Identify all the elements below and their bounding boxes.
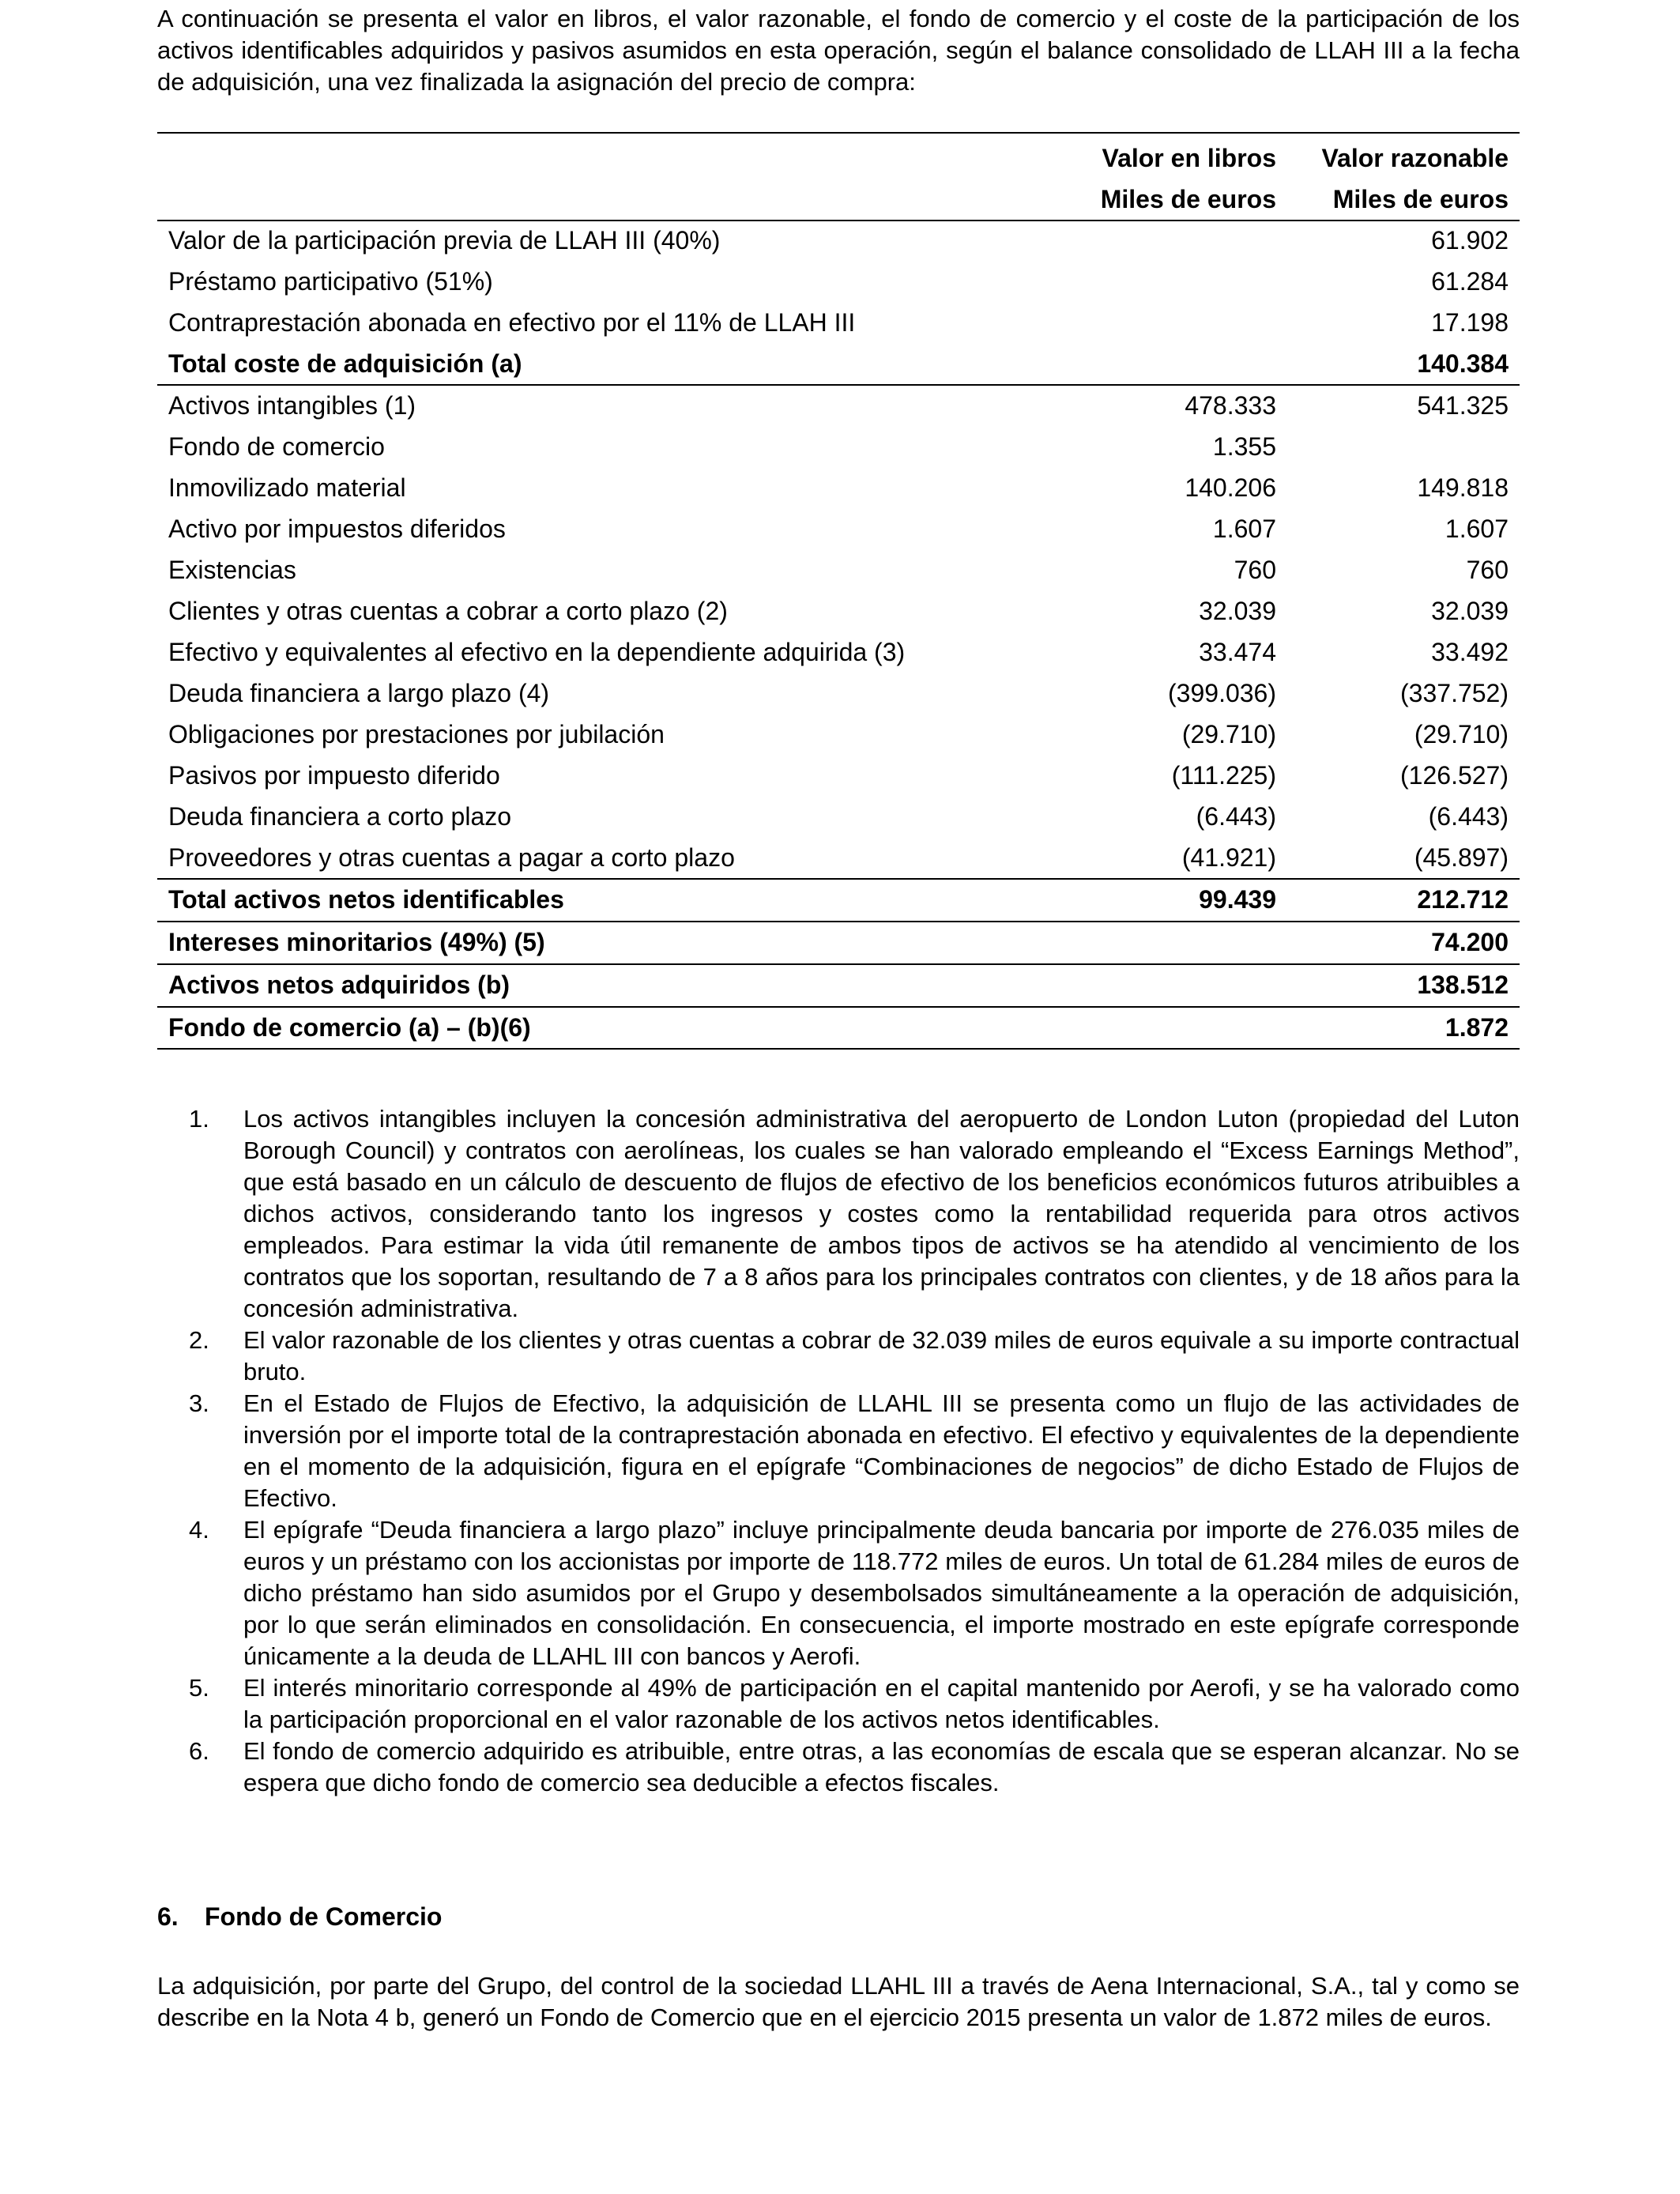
row-label: Deuda financiera a largo plazo (4) (168, 678, 550, 707)
row-label: Deuda financiera a corto plazo (168, 801, 512, 831)
table-row (157, 964, 1520, 1005)
footnote-text: El epígrafe “Deuda financiera a largo plazo” incluye principalmente deuda bancaria por importe de 276.035 miles de euros y un préstamo con los accionistas por importe de 118.772 miles de euros. Un total de 61.284 miles de euros de dicho préstamo han sido asumidos por el Grupo y desembolsados simultáneamente a la operación de adquisición, por lo que serán eliminados en consolidación. En consecuencia, el importe mostrado en este epígrafe corresponde únicamente a la deuda de LLAHL III con bancos y Aerofi. (243, 1516, 1520, 1670)
table-rule (157, 1006, 1520, 1008)
table-row (157, 879, 1520, 920)
header-fair-unit: Miles de euros (1332, 184, 1509, 213)
row-label: Fondo de comercio (168, 432, 385, 461)
row-book-value: 140.206 (1185, 473, 1276, 502)
row-fair-value: 33.492 (1431, 637, 1509, 666)
row-fair-value: 149.818 (1417, 473, 1509, 502)
section-title-text: Fondo de Comercio (205, 1902, 443, 1931)
row-book-value: 1.607 (1212, 514, 1276, 543)
table-rule (157, 1048, 1520, 1050)
table-row (157, 755, 1520, 796)
footnote-number: 6. (189, 1737, 209, 1765)
row-fair-value: (45.897) (1414, 843, 1509, 872)
row-fair-value: 212.712 (1417, 884, 1509, 914)
row-fair-value: (6.443) (1428, 801, 1509, 831)
row-book-value: 33.474 (1199, 637, 1276, 666)
footnote-text: El interés minoritario corresponde al 49% de participación en el capital mantenido por Aerofi, y se ha valorado como la participación proporcional en el valor razonable de los activos netos identificables. (243, 1674, 1520, 1733)
row-fair-value: 140.384 (1417, 349, 1509, 378)
footnote-text: En el Estado de Flujos de Efectivo, la adquisición de LLAHL III se presenta como un flujo de las actividades de inversión por el importe total de la contraprestación abonada en efectivo. El efectivo y equivalentes de la dependiente en el momento de la adquisición, figura en el epígrafe “Combinaciones de negocios” de dicho Estado de Flujos de Efectivo. (243, 1389, 1520, 1512)
section-heading (157, 1902, 442, 1932)
table-rule (157, 878, 1520, 880)
row-label: Existencias (168, 555, 296, 584)
row-label: Inmovilizado material (168, 473, 406, 502)
table-row (157, 302, 1520, 343)
footnote-number: 5. (189, 1674, 209, 1702)
table-row (157, 631, 1520, 673)
footnote-number: 3. (189, 1389, 209, 1417)
table-row (157, 590, 1520, 631)
footnote-text: Los activos intangibles incluyen la concesión administrativa del aeropuerto de London Luton (propiedad del Luton Borough Council) y contratos con aerolíneas, los cuales se han valorado empleando el “Excess Earnings Method”, que está basado en un cálculo de descuento de flujos de efectivo de los beneficios económicos futuros atribuibles a dichos activos, considerando tanto los ingresos y costes como la rentabilidad requerida para otros activos empleados. Para estimar la vida útil remanente de ambos tipos de activos se ha atendido al vencimiento de los contratos que los soportan, resultando de 7 a 8 años para los principales contratos con clientes, y de 18 años para la concesión administrativa. (243, 1105, 1520, 1322)
row-book-value: (111.225) (1171, 760, 1276, 790)
row-fair-value: 61.284 (1431, 266, 1509, 296)
footnote-number: 2. (189, 1326, 209, 1354)
row-book-value: 1.355 (1212, 432, 1276, 461)
table-row (157, 1007, 1520, 1048)
row-label: Valor de la participación previa de LLAH III (40%) (168, 225, 721, 254)
row-fair-value: 1.872 (1445, 1012, 1509, 1042)
table-rule (157, 963, 1520, 965)
footnote-item (157, 1672, 1520, 1736)
row-label: Intereses minoritarios (49%) (5) (168, 927, 545, 956)
table-row (157, 426, 1520, 467)
row-label: Contraprestación abonada en efectivo por el 11% de LLAH III (168, 307, 856, 337)
row-fair-value: 74.200 (1431, 927, 1509, 956)
table-row (157, 385, 1520, 426)
table-row (157, 837, 1520, 878)
table-rule (157, 384, 1520, 386)
table-row (157, 343, 1520, 384)
header-fair-value: Valor razonable (1321, 143, 1509, 172)
header-book-value: Valor en libros (1102, 143, 1276, 172)
row-fair-value: 760 (1466, 555, 1509, 584)
footnote-item (157, 1736, 1520, 1799)
table-row (157, 261, 1520, 302)
row-book-value: (6.443) (1196, 801, 1276, 831)
footnote-text: El valor razonable de los clientes y otras cuentas a cobrar de 32.039 miles de euros equivale a su importe contractual bruto. (243, 1326, 1520, 1385)
section-number: 6. (157, 1902, 179, 1931)
footnote-item (157, 1514, 1520, 1672)
row-label: Activos intangibles (1) (168, 390, 416, 420)
row-fair-value: 541.325 (1417, 390, 1509, 420)
row-fair-value: 1.607 (1445, 514, 1509, 543)
footnote-number: 4. (189, 1516, 209, 1544)
header-book-unit: Miles de euros (1100, 184, 1276, 213)
table-row (157, 714, 1520, 755)
table-row (157, 508, 1520, 549)
closing-paragraph: La adquisición, por parte del Grupo, del control de la sociedad LLAHL III a través de Aena Internacional, S.A., tal y como se describe en la Nota 4 b, generó un Fondo de Comercio que en el ejercicio 2015 presenta un valor de 1.872 miles de euros. (157, 1972, 1520, 2031)
footnote-item (157, 1103, 1520, 1325)
row-book-value: 478.333 (1185, 390, 1276, 420)
row-label: Proveedores y otras cuentas a pagar a corto plazo (168, 843, 735, 872)
table-header-row-2 (157, 179, 1520, 220)
table-row (157, 549, 1520, 590)
table-row (157, 220, 1520, 261)
row-fair-value: (337.752) (1400, 678, 1509, 707)
row-fair-value: 32.039 (1431, 596, 1509, 625)
table-row (157, 796, 1520, 837)
table-rule (157, 921, 1520, 922)
row-book-value: (29.710) (1181, 719, 1276, 748)
row-label: Fondo de comercio (a) – (b)(6) (168, 1012, 531, 1042)
footnote-text: El fondo de comercio adquirido es atribuible, entre otras, a las economías de escala que se esperan alcanzar. No se espera que dicho fondo de comercio sea deducible a efectos fiscales. (243, 1737, 1520, 1796)
intro-paragraph: A continuación se presenta el valor en libros, el valor razonable, el fondo de comercio y el coste de la participación de los activos identificables adquiridos y pasivos asumidos en esta operación, según el balance consolidado de LLAH III a la fecha de adquisición, una vez finalizada la asignación del precio de compra: (157, 5, 1520, 96)
row-label: Clientes y otras cuentas a cobrar a corto plazo (2) (168, 596, 728, 625)
row-book-value: (41.921) (1181, 843, 1276, 872)
row-label: Obligaciones por prestaciones por jubilación (168, 719, 665, 748)
footnote-number: 1. (189, 1105, 209, 1133)
footnote-item (157, 1388, 1520, 1514)
row-fair-value: 61.902 (1431, 225, 1509, 254)
row-label: Efectivo y equivalentes al efectivo en la dependiente adquirida (3) (168, 637, 906, 666)
footnote-item (157, 1325, 1520, 1388)
table-row (157, 467, 1520, 508)
table-rule (157, 220, 1520, 221)
row-fair-value: 17.198 (1431, 307, 1509, 337)
row-label: Activo por impuestos diferidos (168, 514, 506, 543)
table-row (157, 922, 1520, 963)
row-label: Total activos netos identificables (168, 884, 564, 914)
row-label: Total coste de adquisición (a) (168, 349, 522, 378)
row-label: Préstamo participativo (51%) (168, 266, 493, 296)
row-fair-value: (126.527) (1400, 760, 1509, 790)
table-top-rule (157, 132, 1520, 134)
row-label: Pasivos por impuesto diferido (168, 760, 500, 790)
row-book-value: 32.039 (1199, 596, 1276, 625)
row-label: Activos netos adquiridos (b) (168, 970, 510, 999)
row-book-value: 99.439 (1199, 884, 1276, 914)
row-fair-value: 138.512 (1417, 970, 1509, 999)
row-fair-value: (29.710) (1414, 719, 1509, 748)
row-book-value: 760 (1234, 555, 1276, 584)
table-row (157, 673, 1520, 714)
table-header-row-1 (157, 138, 1520, 179)
footnotes-list (157, 1103, 1520, 1799)
row-book-value: (399.036) (1168, 678, 1276, 707)
